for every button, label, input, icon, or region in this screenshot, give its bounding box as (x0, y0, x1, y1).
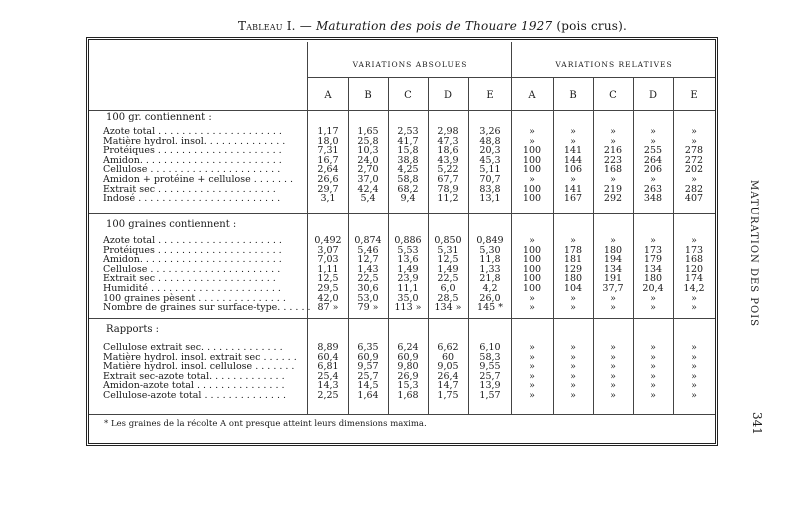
table-cell: 1,68 (397, 390, 419, 401)
table-cell: 60,9 (357, 351, 379, 363)
table-cell: 6,24 (397, 342, 419, 353)
table-cell: » (610, 135, 616, 147)
running-head: MATURATION DES POIS (748, 180, 759, 328)
table-cell: 20,3 (479, 145, 501, 157)
table-cell: 264 (643, 154, 663, 166)
table-cell: 223 (603, 154, 623, 166)
table-cell: 47,3 (437, 135, 459, 147)
row-label: Amidon. . . . . . . . . . . . . . . . . . . . . . . . (103, 154, 282, 166)
table-cell: 42,0 (317, 292, 339, 304)
table-cell: » (650, 351, 656, 363)
column-header: A (324, 90, 332, 101)
table-cell: 60,4 (317, 351, 339, 363)
table-cell: 13,9 (479, 380, 501, 392)
table-cell: 87 » (317, 302, 339, 314)
table-cell: 206 (643, 164, 663, 176)
table-cell: » (691, 135, 697, 147)
table-cell: 53,0 (357, 292, 379, 304)
row-label: Cellulose-azote total . . . . . . . . . . . . . . (103, 390, 287, 401)
table-cell: 348 (643, 193, 663, 205)
table-cell: » (691, 390, 697, 401)
table-cell: » (570, 351, 576, 363)
table-cell: 67,7 (437, 174, 459, 185)
row-label: Extrait sec . . . . . . . . . . . . . . . . . . . . (103, 183, 276, 195)
table-cell: 100 (522, 154, 542, 166)
table-cell: 6,35 (357, 342, 379, 353)
row-label: Azote total . . . . . . . . . . . . . . . . . . . . . (103, 235, 282, 246)
table-cell: 2,98 (437, 126, 459, 137)
row-label: Matière hydrol. insol. cellulose . . . . . . . (103, 361, 295, 373)
table-cell: » (650, 361, 656, 373)
table-cell: 2,25 (317, 390, 339, 401)
table-cell: 25,8 (357, 135, 379, 147)
table-cell: 178 (563, 244, 583, 256)
table-cell: 9,05 (437, 361, 459, 373)
table-cell: » (610, 126, 616, 137)
section-heading: 100 gr. contiennent : (106, 112, 212, 123)
table-cell: 35,0 (397, 292, 419, 304)
table-cell: » (610, 370, 616, 382)
table-cell: » (691, 126, 697, 137)
row-label: Matière hydrol. insol. extrait sec . . . . . . (103, 351, 297, 363)
table-cell: 23,9 (397, 273, 419, 285)
table-cell: 1,64 (357, 390, 379, 401)
table-cell: » (529, 361, 535, 373)
table-cell: 26,9 (397, 370, 419, 382)
table-cell: 20,4 (642, 283, 664, 294)
table-cell: 9,57 (357, 361, 379, 373)
table-cell: 9,55 (479, 361, 501, 373)
table-cell: 134 (603, 263, 623, 275)
table-cell: 100 (522, 193, 542, 205)
column-header: D (443, 90, 453, 101)
table-cell: » (529, 135, 535, 147)
table-cell: » (691, 351, 697, 363)
table-cell: » (570, 174, 576, 185)
table-cell: 263 (643, 183, 663, 195)
table-cell: 37,7 (602, 283, 624, 294)
table-cell: » (650, 342, 656, 353)
row-label: Amidon + protéine + cellulose . . . . . . . (103, 174, 294, 185)
table-cell: 0,874 (354, 235, 382, 246)
table-cell: 282 (684, 183, 704, 195)
table-cell: » (570, 135, 576, 147)
table-cell: 24,0 (357, 154, 379, 166)
table-cell: 18,6 (437, 145, 459, 157)
title-suffix: (pois crus). (552, 19, 628, 33)
table-cell: 0,886 (394, 235, 422, 246)
group-header-relatives: VARIATIONS RELATIVES (555, 60, 673, 69)
table-cell: 26,0 (479, 292, 501, 304)
table-cell: 25,7 (357, 370, 379, 382)
section-rule (89, 318, 715, 319)
table-cell: 5,22 (437, 164, 459, 176)
table-cell: » (610, 235, 616, 246)
table-cell: 29,7 (317, 183, 339, 195)
table-cell: 29,5 (317, 283, 339, 294)
table-cell: 173 (684, 244, 704, 256)
table-cell: 9,80 (397, 361, 419, 373)
table-cell: 174 (684, 273, 704, 285)
table-cell: 0,850 (434, 235, 462, 246)
table-cell: 6,81 (317, 361, 339, 373)
table-cell: 2,53 (397, 126, 419, 137)
table-cell: 78,9 (437, 183, 459, 195)
row-label: Amidon-azote total . . . . . . . . . . . . . . . (103, 380, 285, 392)
table-cell: » (570, 292, 576, 304)
table-cell: 2,70 (357, 164, 379, 176)
table-cell: 10,3 (357, 145, 379, 157)
table-cell: » (691, 370, 697, 382)
table-cell: 272 (684, 154, 704, 166)
column-header-rule (89, 110, 715, 111)
column-header: E (690, 90, 698, 101)
table-cell: 1,57 (479, 390, 501, 401)
table-cell: » (570, 370, 576, 382)
table-cell: 168 (684, 254, 704, 266)
table-cell: » (570, 342, 576, 353)
table-cell: 1,33 (479, 263, 501, 275)
table-cell: 292 (603, 193, 623, 205)
table-cell: 11,8 (479, 254, 501, 266)
table-cell: 407 (684, 193, 704, 205)
footnote: * Les graines de la récolte A ont presque atteint leurs dimensions maxima. (104, 419, 427, 429)
table-cell: 41,7 (397, 135, 419, 147)
column-header: B (364, 90, 372, 101)
table-cell: 26,6 (317, 174, 339, 185)
row-label: Protéiques . . . . . . . . . . . . . . . . . . . . . (103, 145, 282, 157)
table-cell: » (650, 380, 656, 392)
table-cell: 70,7 (479, 174, 501, 185)
table-cell: 106 (563, 164, 583, 176)
table-cell: 1,11 (317, 263, 339, 275)
table-cell: 120 (684, 263, 704, 275)
table-cell: 7,03 (317, 254, 339, 266)
row-label: Cellulose . . . . . . . . . . . . . . . . . . . . . . (103, 263, 281, 275)
table-cell: » (691, 302, 697, 314)
table-cell: 255 (643, 145, 663, 157)
table-cell: » (650, 390, 656, 401)
table-cell: 100 (522, 263, 542, 275)
footnote-rule (89, 414, 715, 415)
table-cell: 144 (563, 154, 583, 166)
table-cell: 219 (603, 183, 623, 195)
table-cell: » (529, 380, 535, 392)
row-label: Extrait sec-azote total. . . . . . . . . . . . . (103, 370, 285, 382)
table-cell: 100 (522, 164, 542, 176)
page-number: 341 (750, 412, 764, 435)
group-header-absolues: VARIATIONS ABSOLUES (352, 60, 468, 69)
table-cell: 202 (684, 164, 704, 176)
table-cell: 60,9 (397, 351, 419, 363)
table-cell: 191 (603, 273, 623, 285)
row-label: Extrait sec . . . . . . . . . . . . . . . . . . . . (103, 273, 276, 285)
table-cell: 5,30 (479, 244, 501, 256)
row-label: Nombre de graines sur surface-type. . . . . . (103, 302, 311, 314)
table-cell: » (529, 342, 535, 353)
table-cell: 167 (563, 193, 583, 205)
row-label: Cellulose extrait sec. . . . . . . . . . . . . . (103, 342, 283, 353)
table-cell: 45,3 (479, 154, 501, 166)
table-cell: 58,8 (397, 174, 419, 185)
table-cell: 13,1 (479, 193, 501, 205)
table-cell: 5,53 (397, 244, 419, 256)
table-cell: » (570, 302, 576, 314)
table-cell: 104 (563, 283, 583, 294)
table-cell: » (610, 302, 616, 314)
table-cell: 25,7 (479, 370, 501, 382)
table-cell: » (691, 342, 697, 353)
table-cell: 6,10 (479, 342, 501, 353)
table-cell: 100 (522, 273, 542, 285)
table-cell: 0,492 (314, 235, 342, 246)
table-cell: » (570, 390, 576, 401)
table-cell: 8,89 (317, 342, 339, 353)
table-cell: 11,2 (437, 193, 459, 205)
table-cell: 83,8 (479, 183, 501, 195)
table-cell: 194 (603, 254, 623, 266)
table-cell: 100 (522, 244, 542, 256)
table-cell: 129 (563, 263, 583, 275)
table-cell: » (650, 235, 656, 246)
column-header: A (528, 90, 536, 101)
table-cell: 79 » (357, 302, 379, 314)
table-cell: 58,3 (479, 351, 501, 363)
table-cell: 5,4 (360, 193, 376, 205)
table-cell: 6,0 (440, 283, 456, 294)
table-cell: 4,25 (397, 164, 419, 176)
table-cell: » (650, 174, 656, 185)
table-cell: 5,11 (479, 164, 501, 176)
table-cell: 5,46 (357, 244, 379, 256)
row-label: Indosé . . . . . . . . . . . . . . . . . . . . . . . . (103, 193, 281, 205)
table-cell: 22,5 (437, 273, 459, 285)
table-cell: » (570, 380, 576, 392)
table-cell: 11,1 (397, 283, 419, 294)
table-cell: 21,8 (479, 273, 501, 285)
table-cell: 180 (643, 273, 663, 285)
title-prefix: Tableau I. — (238, 19, 316, 33)
table-cell: 180 (603, 244, 623, 256)
table-cell: 1,49 (437, 263, 459, 275)
table-cell: » (650, 302, 656, 314)
row-label: Cellulose . . . . . . . . . . . . . . . . . . . . . . (103, 164, 281, 176)
table-cell: 48,8 (479, 135, 501, 147)
table-cell: 37,0 (357, 174, 379, 185)
row-label: Azote total . . . . . . . . . . . . . . . . . . . . . (103, 126, 282, 137)
table-cell: 14,7 (437, 380, 459, 392)
table-cell: 134 (643, 263, 663, 275)
table-cell: » (691, 361, 697, 373)
table-cell: 14,2 (683, 283, 705, 294)
row-label: Matière hydrol. insol. . . . . . . . . . . . . . (103, 135, 286, 147)
table-cell: » (610, 342, 616, 353)
table-cell: 5,31 (437, 244, 459, 256)
table-cell: 26,4 (437, 370, 459, 382)
column-header: E (486, 90, 494, 101)
table-cell: » (691, 292, 697, 304)
column-header: D (648, 90, 658, 101)
section-heading: 100 graines contiennent : (106, 219, 237, 230)
table-cell: » (570, 235, 576, 246)
table-cell: » (529, 292, 535, 304)
table-cell: 173 (643, 244, 663, 256)
table-cell: 6,62 (437, 342, 459, 353)
table-cell: 1,43 (357, 263, 379, 275)
row-label: Amidon. . . . . . . . . . . . . . . . . . . . . . . . (103, 254, 282, 266)
table-cell: » (610, 361, 616, 373)
table-cell: 2,64 (317, 164, 339, 176)
row-label: Humidité . . . . . . . . . . . . . . . . . . . . . . (103, 283, 281, 294)
table-cell: » (650, 370, 656, 382)
table-cell: 15,8 (397, 145, 419, 157)
table-cell: 1,75 (437, 390, 459, 401)
table-cell: 43,9 (437, 154, 459, 166)
table-title (238, 19, 627, 33)
table-cell: » (650, 292, 656, 304)
table-cell: 3,26 (479, 126, 501, 137)
table-cell: 278 (684, 145, 704, 157)
table-cell: » (610, 390, 616, 401)
column-header: C (404, 90, 412, 101)
table-cell: 60 (441, 351, 455, 363)
table-cell: » (610, 380, 616, 392)
table-cell: » (610, 351, 616, 363)
table-cell: » (529, 235, 535, 246)
table-cell: 3,07 (317, 244, 339, 256)
table-cell: 15,3 (397, 380, 419, 392)
group-header-rule (307, 77, 715, 78)
table-cell: » (529, 390, 535, 401)
table-cell: 12,5 (437, 254, 459, 266)
table-cell: 16,7 (317, 154, 339, 166)
table-cell: » (529, 126, 535, 137)
table-cell: » (570, 361, 576, 373)
table-cell: » (691, 174, 697, 185)
table-cell: 134 » (434, 302, 462, 314)
section-heading: Rapports : (106, 324, 160, 335)
table-cell: 12,7 (357, 254, 379, 266)
table-cell: » (529, 351, 535, 363)
table-cell: » (610, 174, 616, 185)
table-cell: 1,49 (397, 263, 419, 275)
table-cell: 100 (522, 183, 542, 195)
table-cell: 180 (563, 273, 583, 285)
table-cell: 100 (522, 283, 542, 294)
table-cell: 68,2 (397, 183, 419, 195)
table-cell: 25,4 (317, 370, 339, 382)
table-cell: » (691, 235, 697, 246)
table-cell: 100 (522, 254, 542, 266)
table-cell: 216 (603, 145, 623, 157)
table-cell: » (529, 302, 535, 314)
table-cell: » (529, 370, 535, 382)
table-cell: » (610, 292, 616, 304)
table-cell: » (529, 174, 535, 185)
table-cell: 30,6 (357, 283, 379, 294)
table-cell: 13,6 (397, 254, 419, 266)
column-header: B (569, 90, 577, 101)
table-cell: » (691, 380, 697, 392)
table-cell: 18,0 (317, 135, 339, 147)
table-cell: 113 » (394, 302, 422, 314)
table-cell: 141 (563, 145, 583, 157)
table-cell: 141 (563, 183, 583, 195)
table-cell: » (570, 126, 576, 137)
column-header: C (609, 90, 617, 101)
table-cell: 0,849 (476, 235, 504, 246)
table-cell: 179 (643, 254, 663, 266)
table-cell: » (650, 135, 656, 147)
table-cell: 22,5 (357, 273, 379, 285)
table-cell: 168 (603, 164, 623, 176)
table-cell: 181 (563, 254, 583, 266)
table-cell: 14,5 (357, 380, 379, 392)
table-cell: 28,5 (437, 292, 459, 304)
section-rule (89, 213, 715, 214)
table-cell: 7,31 (317, 145, 339, 157)
table-cell: 42,4 (357, 183, 379, 195)
table-cell: 145 * (477, 302, 503, 314)
table-cell: 38,8 (397, 154, 419, 166)
table-cell: 4,2 (482, 283, 498, 294)
table-cell: 9,4 (400, 193, 416, 205)
table-cell: 12,5 (317, 273, 339, 285)
table-cell: 1,65 (357, 126, 379, 137)
title-italic: Maturation des pois de Thouare 1927 (315, 19, 553, 33)
row-label: 100 graines pèsent . . . . . . . . . . . . . . . (103, 292, 286, 304)
table-cell: 14,3 (317, 380, 339, 392)
table-cell: 1,17 (317, 126, 339, 137)
table-cell: 100 (522, 145, 542, 157)
table-cell: 3,1 (320, 193, 336, 205)
table-cell: » (650, 126, 656, 137)
row-label: Protéiques . . . . . . . . . . . . . . . . . . . . . (103, 244, 282, 256)
